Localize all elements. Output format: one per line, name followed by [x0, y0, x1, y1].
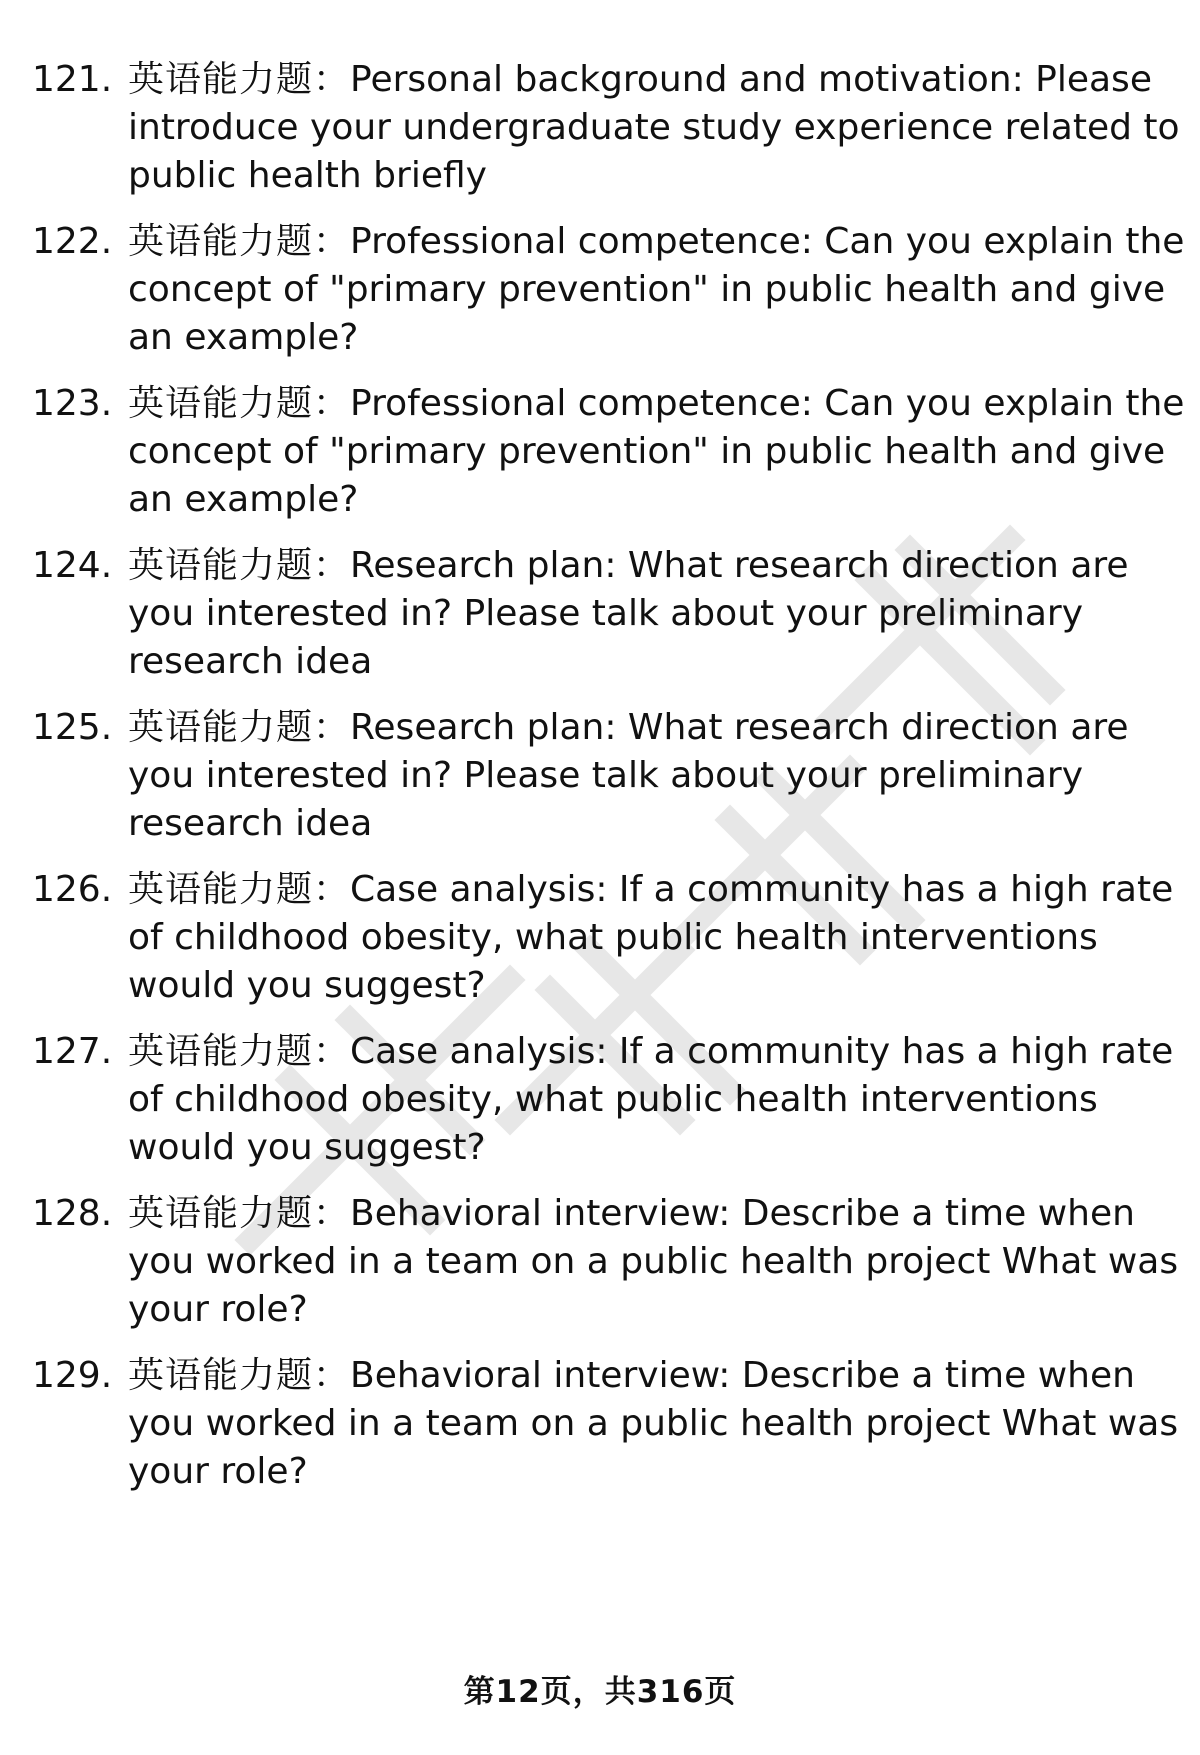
question-text: Professional competence: Can you explain the concept of "primary prevention" in public health and give an example?	[128, 221, 1185, 358]
question-text: Research plan: What research direction are you interested in? Please talk about your preliminary research idea	[128, 707, 1129, 844]
question-body	[128, 1352, 1192, 1496]
question-label: 英语能力题：	[128, 1193, 351, 1234]
question-body	[128, 1190, 1192, 1334]
question-number: 123.	[32, 383, 113, 424]
question-text: Personal background and motivation: Please introduce your undergraduate study experience related to public health briefly	[128, 59, 1180, 196]
question-body	[128, 380, 1192, 524]
question-label: 英语能力题：	[128, 59, 351, 100]
question-body	[128, 218, 1192, 362]
question-body	[128, 1028, 1192, 1172]
question-body	[128, 56, 1192, 200]
question-number: 124.	[32, 545, 113, 586]
question-number: 121.	[32, 59, 113, 100]
question-label: 英语能力题：	[128, 221, 351, 262]
question-body	[128, 866, 1192, 1010]
page-number-footer: 第12页，共316页	[463, 1674, 737, 1710]
question-text: Professional competence: Can you explain the concept of "primary prevention" in public health and give an example?	[128, 383, 1185, 520]
question-label: 英语能力题：	[128, 869, 351, 910]
question-number: 126.	[32, 869, 113, 910]
question-text: Behavioral interview: Describe a time when you worked in a team on a public health project What was your role?	[128, 1193, 1179, 1330]
question-label: 英语能力题：	[128, 1355, 351, 1396]
question-label: 英语能力题：	[128, 383, 351, 424]
question-body	[128, 704, 1192, 848]
question-number: 128.	[32, 1193, 113, 1234]
question-label: 英语能力题：	[128, 1031, 351, 1072]
question-number: 125.	[32, 707, 113, 748]
question-label: 英语能力题：	[128, 707, 351, 748]
question-text: Case analysis: If a community has a high rate of childhood obesity, what public health interventions would you suggest?	[128, 1031, 1174, 1168]
question-body	[128, 542, 1192, 686]
question-number: 129.	[32, 1355, 113, 1396]
question-text: Research plan: What research direction are you interested in? Please talk about your preliminary research idea	[128, 545, 1129, 682]
question-text: Behavioral interview: Describe a time when you worked in a team on a public health project What was your role?	[128, 1355, 1179, 1492]
question-text: Case analysis: If a community has a high rate of childhood obesity, what public health interventions would you suggest?	[128, 869, 1174, 1006]
question-number: 122.	[32, 221, 113, 262]
question-label: 英语能力题：	[128, 545, 351, 586]
question-number: 127.	[32, 1031, 113, 1072]
